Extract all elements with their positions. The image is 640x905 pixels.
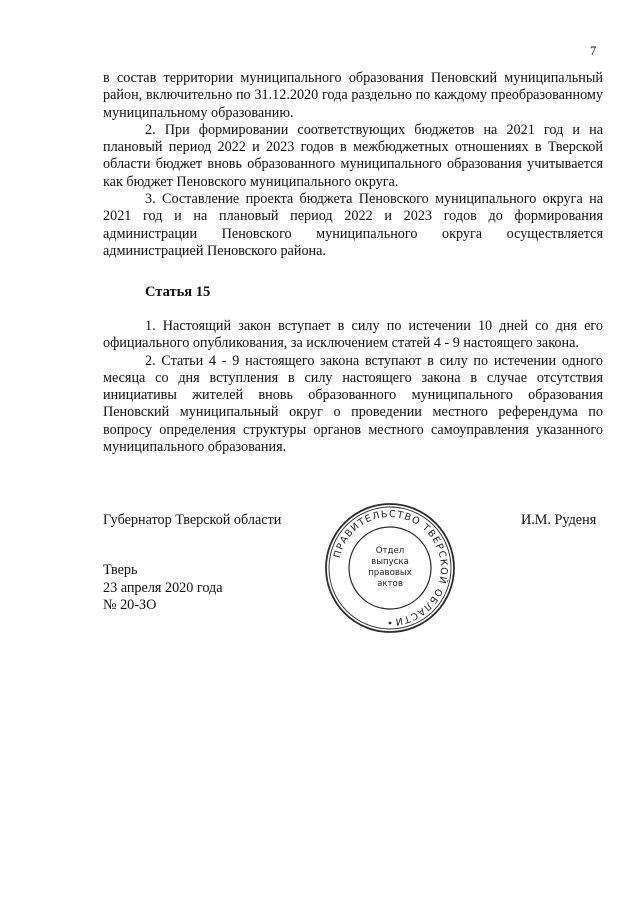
paragraph-continuation: в состав территории муниципального образования Пеновский муниципальный район, включительно по 31.12.2020 года раздельно по каждому преобразованному муниципальному образованию. [103, 70, 603, 121]
place-date-block [103, 562, 223, 615]
law-number: № 20-ЗО [103, 597, 157, 614]
stamp-center-line-2: выпуска [371, 557, 409, 567]
stamp-dot [389, 622, 392, 625]
stamp-ring-text: ПРАВИТЕЛЬСТВО ТВЕРСКОЙ ОБЛАСТИ [332, 508, 450, 627]
stamp-center-line-3: правовых [368, 568, 412, 578]
date: 23 апреля 2020 года [103, 579, 223, 596]
article-paragraph-1: 1. Настоящий закон вступает в силу по истечении 10 дней со дня его официального опубликования, за исключением статей 4 - 9 настоящего закона. [103, 318, 603, 352]
article-paragraph-2: 2. Статьи 4 - 9 настоящего закона вступают в силу по истечении одного месяца со дня вступления в силу настоящего закона в случае отсутствия инициативы жителей вновь образованного муниципального образования Пеновский муниципальный округ о проведении местного референдума по вопросу определения структуры органов местного самоуправления указанного муниципального образования. [103, 352, 603, 456]
signatory-position: Губернатор Тверской области [103, 512, 282, 528]
city: Тверь [103, 562, 138, 578]
paragraph-3: 3. Составление проекта бюджета Пеновского муниципального округа на 2021 год и на плановый период 2022 и 2023 годов до формирования администрации Пеновского муниципального округа осуществляется администрацией Пеновского района. [103, 191, 603, 259]
article-paragraphs [103, 318, 603, 456]
paragraph-2: 2. При формировании соответствующих бюджетов на 2021 год и на плановый период 2022 и 2023 годов в межбюджетных отношениях в Тверской области бюджет вновь образованного муниципального образования учитывается как бюджет Пеновского муниципального округа. [103, 121, 603, 190]
page-number: 7 [590, 44, 597, 58]
article-heading: Статья 15 [145, 284, 211, 300]
stamp-center-line-1: Отдел [375, 546, 405, 556]
top-paragraphs [103, 70, 603, 260]
stamp-center-line-4: актов [377, 579, 403, 589]
signatory-name: И.М. Руденя [521, 512, 597, 528]
official-stamp [322, 500, 458, 636]
